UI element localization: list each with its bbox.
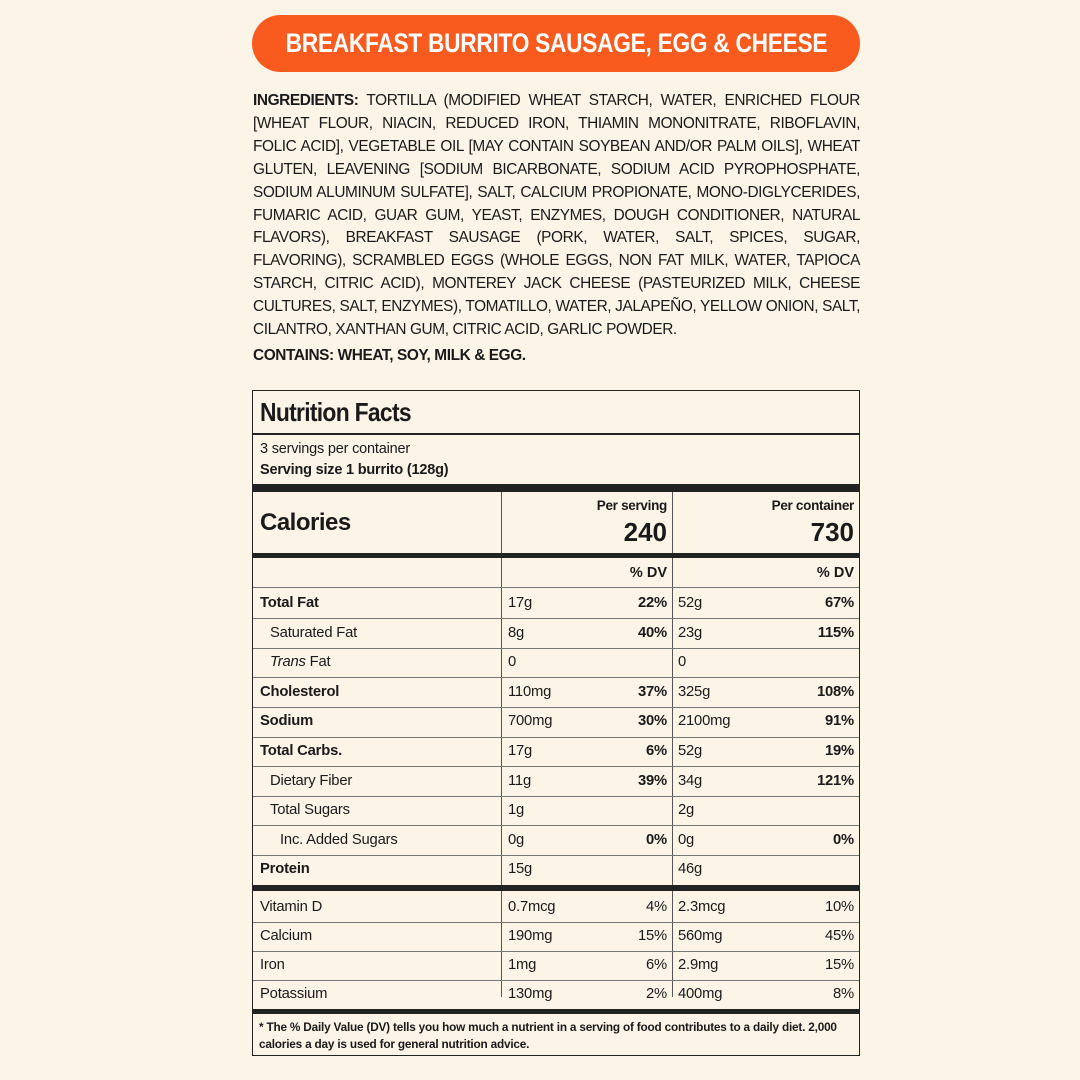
nutrient-row [253,796,859,826]
dv-per-container: 45% [824,928,854,944]
amount-per-container: 23g [678,624,703,641]
amount-per-serving: 17g [508,595,533,611]
nutrient-name: Cholesterol [260,683,340,700]
ingredients-text [253,90,860,342]
dv-per-container: 10% [824,899,854,915]
thick-divider [253,1009,859,1014]
amount-per-serving: 0 [508,654,517,671]
dv-per-container: 115% [817,624,854,641]
nutrient-name: Saturated Fat [270,624,358,641]
amount-per-serving: 110mg [508,683,552,700]
dv-per-serving: 0% [646,831,667,848]
calories-per-serving: 240 [623,517,667,547]
nutrient-name: Sodium [260,713,314,730]
amount-per-serving: 1mg [508,957,537,973]
dv-per-container: 67% [824,595,854,611]
dv-per-serving: 22% [637,595,667,611]
nutrient-row [253,826,859,856]
vitamin-name: Calcium [260,928,313,944]
thick-divider [253,885,859,891]
amount-per-serving: 17g [508,743,533,759]
amount-per-serving: 0.7mcg [508,899,556,915]
vitamin-name: Vitamin D [260,899,323,915]
calories-per-container: 730 [810,517,854,547]
calories-label: Calories [260,509,351,536]
nutrient-row [253,737,859,767]
amount-per-container: 34g [678,772,703,789]
dv-header-serving: % DV [629,565,667,581]
amount-per-serving: 130mg [508,986,553,1002]
nutrient-name: Dietary Fiber [270,772,353,789]
nutrient-name: Protein [260,861,310,878]
dv-per-container: 108% [816,683,854,700]
amount-per-container: 0 [678,654,687,671]
amount-per-container: 2.9mg [678,957,719,973]
dv-per-serving: 39% [637,772,667,789]
amount-per-container: 2.3mcg [678,899,726,915]
dv-header-container: % DV [816,565,854,581]
nutrient-name-italic: Trans [270,654,306,671]
dv-per-serving: 40% [637,624,667,641]
dv-per-serving: 4% [646,899,667,915]
nutrition-facts-panel [252,390,860,1056]
ingredients-label: INGREDIENTS: [253,92,359,109]
nutrient-row [253,855,859,885]
nutrient-name: Total Carbs. [260,743,343,759]
divider [253,433,859,435]
dv-per-serving: 6% [646,957,667,973]
dv-per-serving: 15% [637,928,667,944]
dv-per-container: 121% [816,772,854,789]
amount-per-serving: 190mg [508,928,553,944]
serving-size: Serving size 1 burrito (128g) [260,462,449,478]
servings-per-container: 3 servings per container [260,441,410,457]
per-serving-header: Per serving [596,498,667,513]
thick-divider [253,553,859,558]
product-title: BREAKFAST BURRITO SAUSAGE, EGG & CHEESE [285,28,827,58]
dv-per-container: 91% [824,713,854,730]
dv-per-serving: 30% [637,713,667,730]
divider [253,587,859,588]
amount-per-container: 46g [678,861,703,878]
nutrient-name: Total Sugars [270,802,350,819]
amount-per-container: 325g [678,683,711,700]
amount-per-container: 400mg [678,986,723,1002]
dv-per-serving: 6% [646,743,667,759]
amount-per-container: 2100mg [678,713,731,730]
dv-per-container: 0% [833,831,854,848]
vitamin-row [253,893,859,923]
amount-per-container: 52g [678,743,703,759]
daily-value-footnote: * The % Daily Value (DV) tells you how much a nutrient in a serving of food contributes to a daily diet. 2,000 calories a day is used for general nutrition advice. [259,1020,837,1051]
amount-per-container: 0g [678,831,695,848]
vitamin-row [253,980,859,1010]
dv-per-container: 15% [824,957,854,973]
dv-per-serving: 37% [637,683,667,700]
nutrient-name: Inc. Added Sugars [280,831,398,848]
dv-per-container: 8% [833,986,854,1002]
amount-per-container: 52g [678,595,703,611]
nutrient-row [253,619,859,649]
amount-per-container: 560mg [678,928,723,944]
product-title-banner [252,15,860,72]
nutrient-name-rest: Fat [305,654,331,671]
vitamin-name: Iron [260,957,285,973]
amount-per-serving: 1g [508,802,525,819]
dv-per-serving: 2% [646,986,667,1002]
vitamin-row [253,951,859,981]
vitamin-row [253,922,859,952]
vitamin-name: Potassium [260,986,328,1002]
thick-divider [253,484,859,492]
amount-per-serving: 15g [508,861,533,878]
dv-per-container: 19% [824,743,854,759]
nutrient-row [253,767,859,797]
amount-per-serving: 8g [508,624,525,641]
amount-per-serving: 11g [508,772,531,789]
amount-per-serving: 0g [508,831,525,848]
nutrient-row [253,648,859,678]
ingredients-list: TORTILLA (MODIFIED WHEAT STARCH, WATER, ENRICHED FLOUR [WHEAT FLOUR, NIACIN, REDUCED IRON, THIAMIN MONONITRATE, RIBOFLAVIN, FOLIC ACID], VEGETABLE OIL [MAY CONTAIN SOYBEAN AND/OR PALM OILS], WHEAT GLUTEN, LEAVENING [SODIUM BICARBONATE, SODIUM ACID PYROPHOSPHATE, SODIUM ALUMINUM SULFATE], SALT, CALCIUM PROPIONATE, MONO-DIGLYCERIDES, FUMARIC ACID, GUAR GUM, YEAST, ENZYMES, DOUGH CONDITIONER, NATURAL FLAVORS), BREAKFAST SAUSAGE (PORK, WATER, SALT, SPICES, SUGAR, FLAVORING), SCRAMBLED EGGS (WHOLE EGGS, NON FAT MILK, WATER, TAPIOCA STARCH, CITRIC ACID), MONTEREY JACK CHEESE (PASTEURIZED MILK, CHEESE CULTURES, SALT, ENZYMES), TOMATILLO, WATER, JALAPEÑO, YELLOW ONION, SALT, CILANTRO, XANTHAN GUM, CITRIC ACID, GARLIC POWDER. [253,92,860,339]
nutrient-row [253,678,859,708]
nutrient-name: Total Fat [260,595,319,611]
nutrient-name [270,654,330,670]
nutrient-row [253,589,859,619]
per-container-header: Per container [771,498,854,513]
amount-per-serving: 700mg [508,713,553,730]
nutrition-facts-title: Nutrition Facts [260,397,411,427]
nutrient-row [253,707,859,737]
allergen-contains: CONTAINS: WHEAT, SOY, MILK & EGG. [253,347,526,364]
amount-per-container: 2g [678,802,695,819]
